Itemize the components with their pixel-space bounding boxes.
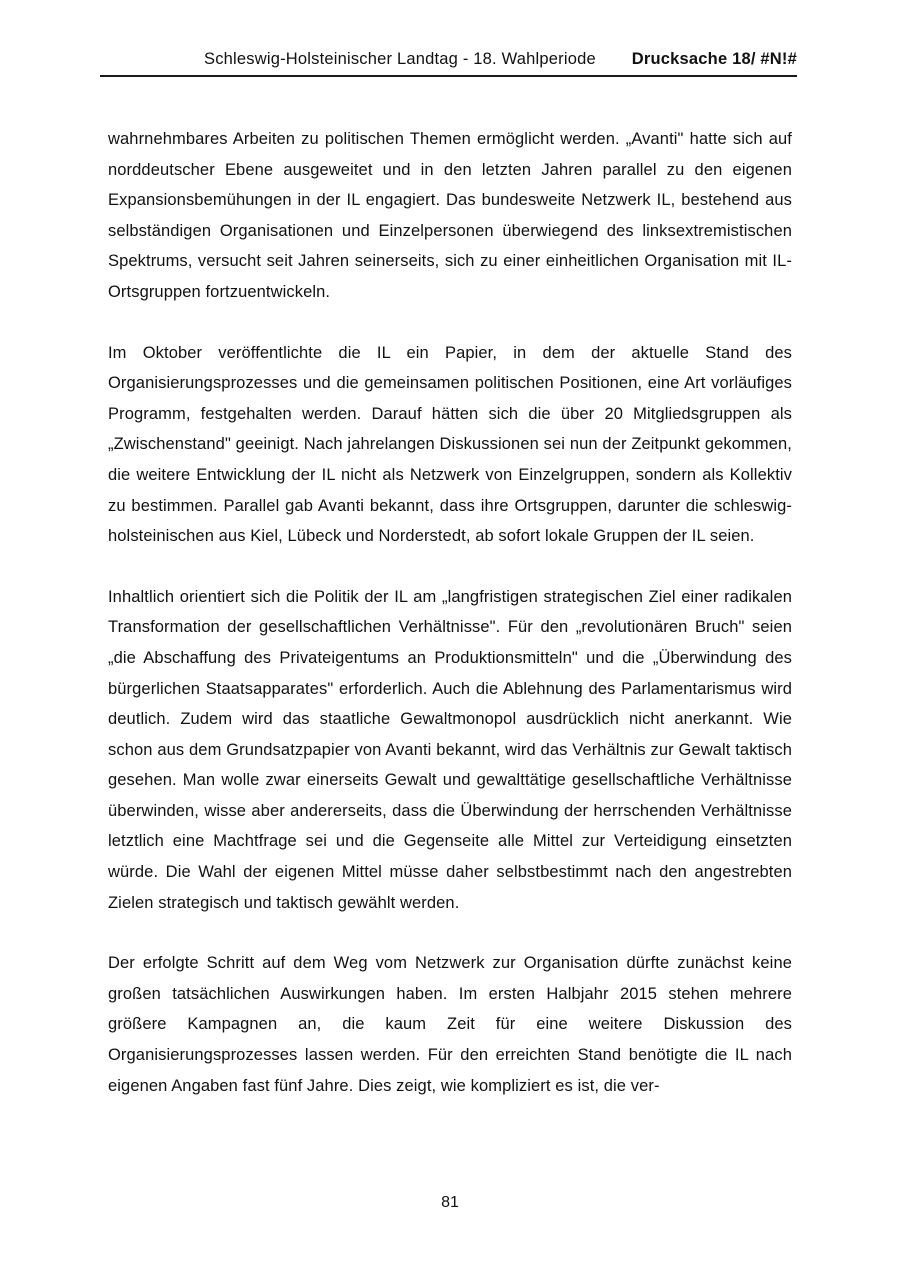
body-paragraph: Im Oktober veröffentlichte die IL ein Papier, in dem der aktuelle Stand des Organisierungsprozesses und die gemeinsamen politischen Positionen, eine Art vorläufiges Programm, festgehalten werden. Darauf hätten sich die über 20 Mitgliedsgruppen als „Zwischenstand" geeinigt. Nach jahrelangen Diskussionen sei nun der Zeitpunkt gekommen, die weitere Entwicklung der IL nicht als Netzwerk von Einzelgruppen, sondern als Kollektiv zu bestimmen. Parallel gab Avanti bekannt, dass ihre Ortsgruppen, darunter die schleswig-holsteinischen aus Kiel, Lübeck und Norderstedt, ab sofort lokale Gruppen der IL seien. (108, 343, 792, 546)
body-paragraph: Der erfolgte Schritt auf dem Weg vom Netzwerk zur Organisation dürfte zunächst keine großen tatsächlichen Auswirkungen haben. Im ersten Halbjahr 2015 stehen mehrere größere Kampagnen an, die kaum Zeit für eine weitere Diskussion des Organisierungsprozesses lassen werden. Für den erreichten Stand benötigte die IL nach eigenen Angaben fast fünf Jahre. Dies zeigt, wie kompliziert es ist, die ver- (108, 954, 792, 1095)
page-number: 81 (441, 1194, 459, 1211)
header-divider (100, 75, 797, 77)
body-paragraph: wahrnehmbares Arbeiten zu politischen Themen ermöglicht werden. „Avanti" hatte sich auf norddeutscher Ebene ausgeweitet und in den letzten Jahren parallel zu den eigenen Expansionsbemühungen in der IL engagiert. Das bundesweite Netzwerk IL, bestehend aus selbständigen Organisationen und Einzelpersonen überwiegend des linksextremistischen Spektrums, versucht seit Jahren seinerseits, sich zu einer einheitlichen Organisation mit IL-Ortsgruppen fortzuentwickeln. (108, 130, 792, 301)
page-header (100, 48, 797, 70)
document-body (108, 124, 792, 1131)
header-journal-title: Schleswig-Holsteinischer Landtag - 18. Wahlperiode (204, 50, 596, 68)
body-paragraph: Inhaltlich orientiert sich die Politik der IL am „langfristigen strategischen Ziel einer radikalen Transformation der gesellschaftlichen Verhältnisse". Für den „revolutionären Bruch" seien „die Abschaffung des Privateigentums an Produktionsmitteln" und die „Überwindung des bürgerlichen Staatsapparates" erforderlich. Auch die Ablehnung des Parlamentarismus wird deutlich. Zudem wird das staatliche Gewaltmonopol ausdrücklich nicht anerkannt. Wie schon aus dem Grundsatzpapier von Avanti bekannt, wird das Verhältnis zur Gewalt taktisch gesehen. Man wolle zwar einerseits Gewalt und gewalttätige gesellschaftliche Verhältnisse überwinden, wisse aber andererseits, dass die Überwindung der herrschenden Verhältnisse letztlich eine Machtfrage sei und die Gegenseite alle Mittel zur Verteidigung einsetzten würde. Die Wahl der eigenen Mittel müsse daher selbstbestimmt nach den angestrebten Zielen strategisch und taktisch gewählt werden. (108, 587, 792, 912)
header-drucksache-number: Drucksache 18/ #N!# (631, 50, 797, 68)
